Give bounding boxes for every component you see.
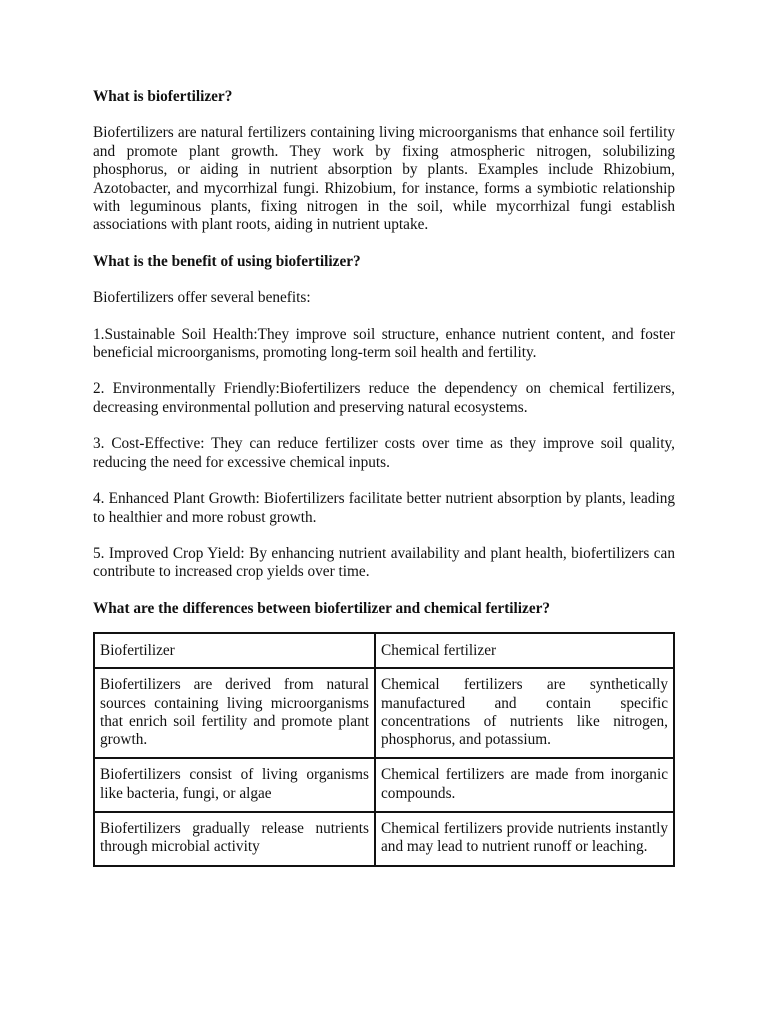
table-cell: Chemical fertilizers provide nutrients instantly and may lead to nutrient runoff or leaching.	[375, 812, 674, 866]
table-cell: Chemical fertilizers are synthetically manufactured and contain specific concentrations of nutrients like nitrogen, phosphorus, and potassium.	[375, 668, 674, 758]
table-cell: Biofertilizers consist of living organisms like bacteria, fungi, or algae	[94, 758, 375, 812]
table-header-row	[94, 633, 674, 668]
heading-what-is-biofertilizer: What is biofertilizer?	[93, 88, 233, 105]
table-header-chemical-fertilizer: Chemical fertilizer	[375, 633, 674, 668]
comparison-table	[93, 632, 675, 867]
benefit-item-2: 2. Environmentally Friendly:Biofertilizers reduce the dependency on chemical fertilizers, decreasing environmental pollution and preserving natural ecosystems.	[93, 380, 675, 416]
heading-benefits: What is the benefit of using biofertilizer?	[93, 252, 361, 270]
table-cell: Biofertilizers gradually release nutrients through microbial activity	[94, 812, 375, 866]
benefit-item-1: 1.Sustainable Soil Health:They improve soil structure, enhance nutrient content, and foster beneficial microorganisms, promoting long-term soil health and fertility.	[93, 325, 675, 362]
table-header-biofertilizer: Biofertilizer	[94, 633, 375, 668]
benefit-item-4: 4. Enhanced Plant Growth: Biofertilizers facilitate better nutrient absorption by plants, leading to healthier and more robust growth.	[93, 490, 675, 526]
paragraph-definition: Biofertilizers are natural fertilizers containing living microorganisms that enhance soil fertility and promote plant growth. They work by fixing atmospheric nitrogen, solubilizing phosphorus, or aiding in nutrient absorption by plants. Examples include Rhizobium, Azotobacter, and mycorrhizal fungi. Rhizobium, for instance, forms a symbiotic relationship with leguminous plants, fixing nitrogen in the soil, while mycorrhizal fungi establish associations with plant roots, aiding in nutrient uptake.	[93, 124, 675, 234]
heading-differences: What are the differences between biofertilizer and chemical fertilizer?	[93, 599, 551, 617]
table-row	[94, 758, 674, 812]
table-row	[94, 812, 674, 866]
benefit-item-5: 5. Improved Crop Yield: By enhancing nutrient availability and plant health, biofertilizers can contribute to increased crop yields over time.	[93, 544, 675, 581]
paragraph-benefits-intro: Biofertilizers offer several benefits:	[93, 289, 311, 307]
table-cell: Chemical fertilizers are made from inorganic compounds.	[375, 758, 674, 812]
table-cell: Biofertilizers are derived from natural sources containing living microorganisms that enrich soil fertility and promote plant growth.	[94, 668, 375, 758]
document-page	[93, 88, 675, 618]
benefit-item-3: 3. Cost-Effective: They can reduce fertilizer costs over time as they improve soil quality, reducing the need for excessive chemical inputs.	[93, 435, 675, 471]
table-row	[94, 668, 674, 758]
